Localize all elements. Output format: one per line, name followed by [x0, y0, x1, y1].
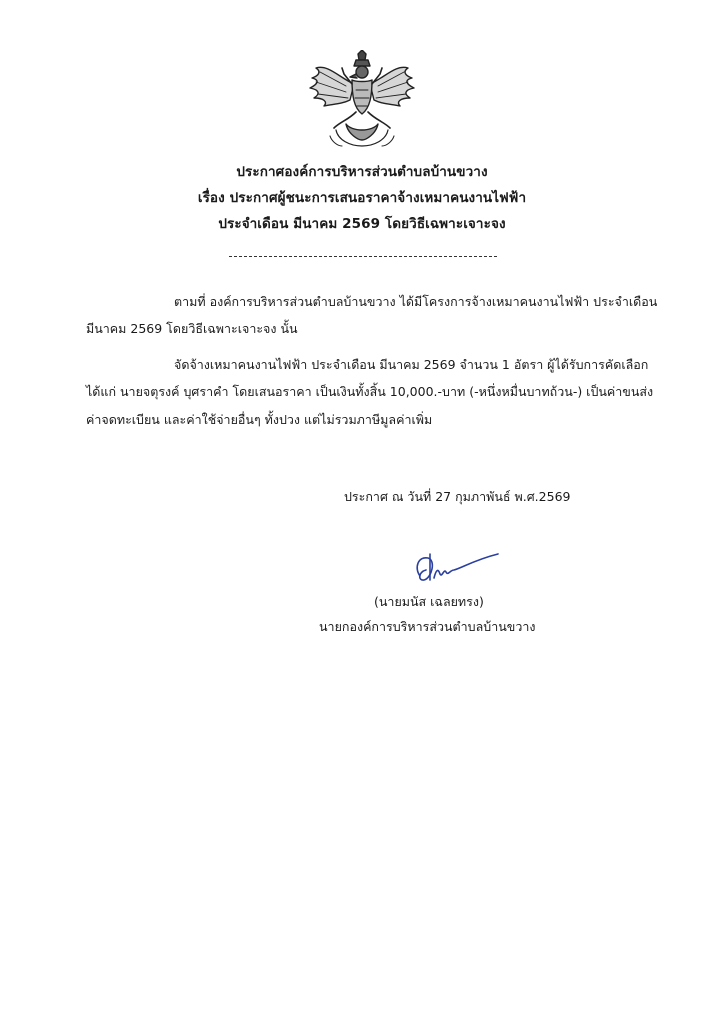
paragraph1-line2: มีนาคม 2569 โดยวิธีเฉพาะเจาะจง นั้น — [86, 321, 298, 336]
signer-title: นายกองค์การบริหารส่วนตำบลบ้านขวาง — [319, 619, 536, 634]
paragraph2-line3: ค่าจดทะเบียน และค่าใช้จ่ายอื่นๆ ทั้งปวง แต่ไม่รวมภาษีมูลค่าเพิ่ม — [86, 412, 433, 427]
handwritten-signature — [410, 548, 502, 588]
paragraph2-line1: จัดจ้างเหมาคนงานไฟฟ้า ประจำเดือน มีนาคม 2569 จำนวน 1 อัตรา ผู้ได้รับการคัดเลือก — [174, 357, 649, 372]
announcement-date: ประกาศ ณ วันที่ 27 กุมภาพันธ์ พ.ศ.2569 — [344, 489, 571, 504]
announcement-subject: เรื่อง ประกาศผู้ชนะการเสนอราคาจ้างเหมาคนงานไฟฟ้า — [197, 190, 527, 206]
garuda-emblem-icon — [306, 50, 418, 150]
heading-separator — [229, 256, 497, 257]
paragraph2-line2: ได้แก่ นายจตุรงค์ บุศราคำ โดยเสนอราคา เป็นเงินทั้งสิ้น 10,000.-บาท (-หนึ่งหมื่นบาทถ้วน-) เป็นค่าขนส่ง — [86, 384, 654, 399]
announcement-period: ประจำเดือน มีนาคม 2569 โดยวิธีเฉพาะเจาะจง — [218, 216, 506, 232]
paragraph1-line1: ตามที่ องค์การบริหารส่วนตำบลบ้านขวาง ได้มีโครงการจ้างเหมาคนงานไฟฟ้า ประจำเดือน — [174, 294, 658, 309]
signer-name: (นายมนัส เฉลยทรง) — [374, 594, 484, 609]
announcement-org-title: ประกาศองค์การบริหารส่วนตำบลบ้านขวาง — [236, 164, 488, 180]
